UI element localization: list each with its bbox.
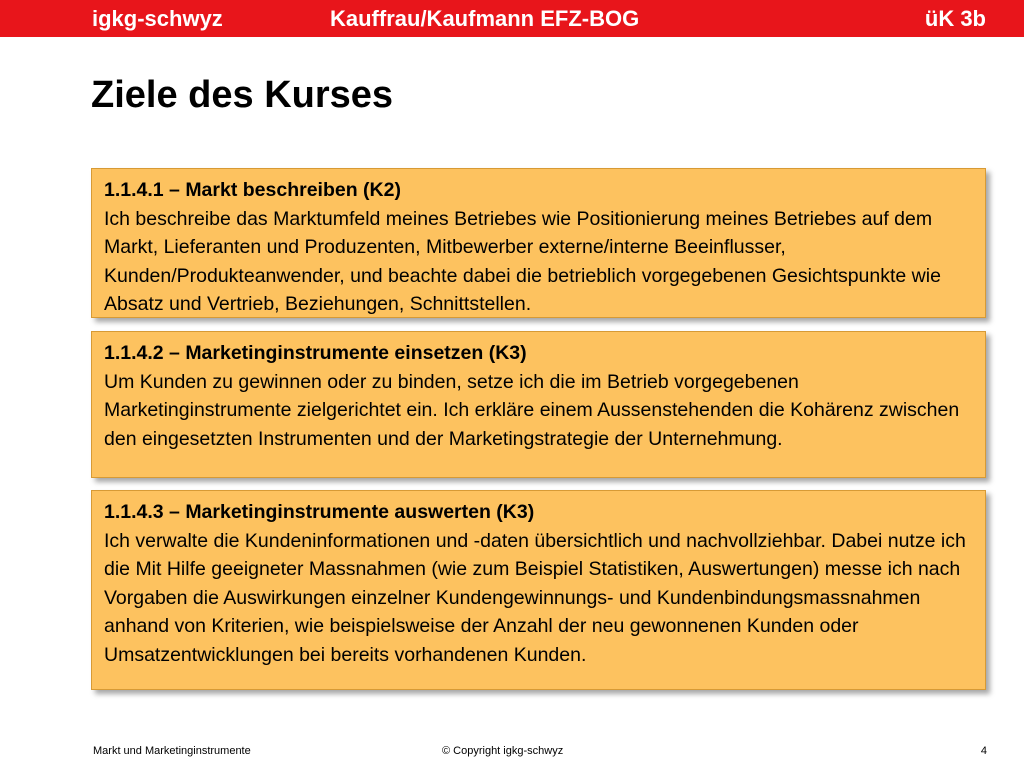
- header-unit: üK 3b: [924, 6, 986, 31]
- goal-title: 1.1.4.2 – Marketinginstrumente einsetzen (K3): [104, 342, 527, 364]
- header-organization: igkg-schwyz: [92, 6, 223, 31]
- goal-title: 1.1.4.3 – Marketinginstrumente auswerten (K3): [104, 501, 535, 523]
- footer-copyright: © Copyright igkg-schwyz: [442, 745, 564, 757]
- goal-text: Ich verwalte die Kundeninformationen und -daten übersichtlich und nachvollziehbar. Dabei nutze ich die Mit Hilfe geeigneter Massnahmen (wie zum Beispiel Statistiken, Auswertungen) messe ich nach Vorgaben die Auswirkungen einzelner Kundengewinnungs- und Kundenbindungsmassnahmen anhand von Kriterien, wie beispielsweise der Anzahl der neu gewonnenen Kunden oder Umsatzentwicklungen bei bereits vorhandenen Kunden.: [104, 529, 966, 666]
- page-title: Ziele des Kurses: [91, 74, 394, 116]
- header-bar: [0, 0, 1024, 37]
- footer-topic: Markt und Marketinginstrumente: [93, 745, 251, 757]
- header-course-title: Kauffrau/Kaufmann EFZ-BOG: [330, 6, 640, 31]
- goal-box-1: [91, 168, 986, 318]
- goal-title: 1.1.4.1 – Markt beschreiben (K2): [104, 179, 401, 201]
- goal-text: Um Kunden zu gewinnen oder zu binden, setze ich die im Betrieb vorgegebenen Marketinginstrumente zielgerichtet ein. Ich erkläre einem Aussenstehenden die Kohärenz zwischen den eingesetzten Instrumenten und der Marketingstrategie der Unternehmung.: [104, 370, 960, 450]
- goal-box-2: [91, 331, 986, 478]
- page-number: 4: [980, 745, 987, 757]
- goal-box-3: [91, 490, 986, 690]
- goal-text: Ich beschreibe das Marktumfeld meines Betriebes wie Positionierung meines Betriebes auf dem Markt, Lieferanten und Produzenten, Mitbewerber externe/interne Beeinflusser, Kunden/Produkteanwender, und beachte dabei die betrieblich vorgegebenen Gesichtspunkte wie Absatz und Vertrieb, Beziehungen, Schnittstellen.: [104, 207, 941, 315]
